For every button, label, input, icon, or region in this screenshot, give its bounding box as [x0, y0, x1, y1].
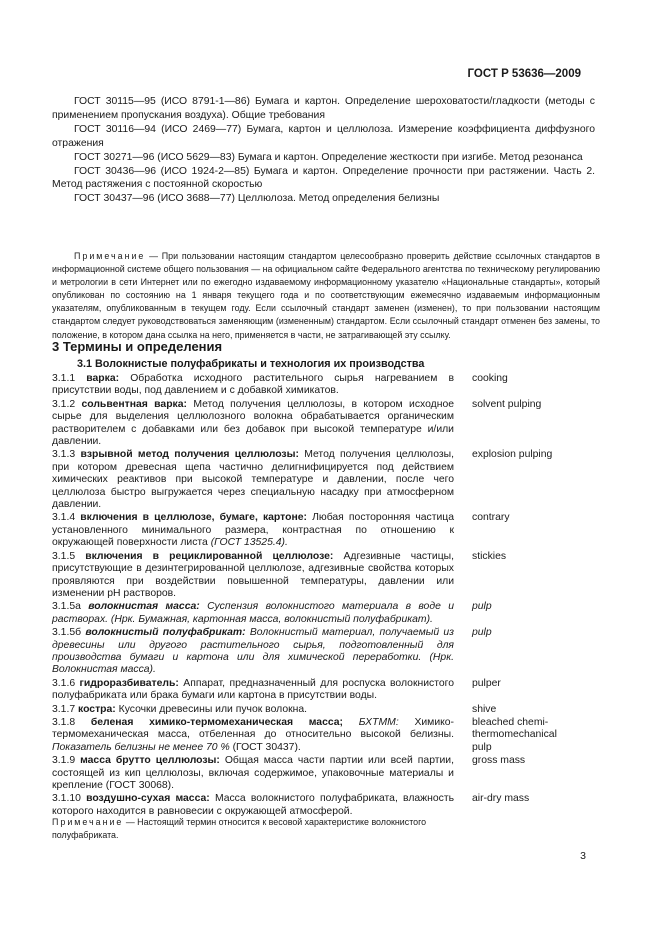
english-term: air-dry mass	[472, 793, 530, 805]
note-label: Примечание	[52, 817, 124, 827]
term-entry: 3.1.5 включения в рециклированной целлюлозе: Адгезивные частицы, присутствующие в дезинтегрированной целлюлозе, адгезивные свойства которых проявляются при воздействии повышенной температуры, давлении или изменении pH растворов. stickies	[52, 551, 627, 601]
document-header: ГОСТ Р 53636—2009	[467, 68, 581, 80]
english-term: pulper	[472, 677, 501, 689]
term-entry: 3.1.10 воздушно-сухая масса: Масса волокнистого полуфабриката, влажность которого находится в равновесии с окружающей атмосферой. air-dry mass	[52, 793, 627, 818]
reference-item: ГОСТ 30437—96 (ИСО 3688—77) Целлюлоза. Метод определения белизны	[74, 193, 440, 205]
english-term: pulp	[472, 601, 492, 613]
english-term: thermomechanical	[472, 729, 557, 741]
english-term: explosion pulping	[472, 449, 553, 461]
term-name: воздушно-сухая масса:	[86, 793, 210, 805]
term-name: масса брутто целлюлозы:	[80, 755, 220, 767]
note-label: Примечание	[74, 251, 146, 261]
term-entry: 3.1.5б волокнистый полуфабрикат: Волокнистый материал, получаемый из древесины или другого растительного сырья, подготовленный для производства бумаги и картона или для химической переработки. (Нрк. Волокнистая масса). pulp	[52, 627, 627, 677]
term-entry: 3.1.3 взрывной метод получения целлюлозы: Метод получения целлюлозы, при котором древесная щепа частично делигнифицируется под действием химических реактивов при высокой температуре и давлении, после чего целлюлоза быстро выгружается через специальную насадку при атмосферном давлении. explosion pulping	[52, 449, 627, 511]
english-term: shive	[472, 703, 497, 715]
note-text: — Настоящий термин относится к весовой характеристике волокнистого полуфабриката.	[52, 817, 427, 840]
term-entry: 3.1.6 гидроразбиватель: Аппарат, предназначенный для роспуска волокнистого полуфабриката или брака бумаги или картона в присутствии воды. pulper	[52, 678, 627, 703]
reference-item: ГОСТ 30116—94 (ИСО 2469—77) Бумага, картон и целлюлоза. Измерение коэффициента диффузного отражения	[52, 123, 595, 149]
english-term: stickies	[472, 550, 507, 562]
english-term: contrary	[472, 512, 510, 524]
english-term: cooking	[472, 373, 508, 384]
term-name: костра:	[78, 703, 116, 715]
reference-item: ГОСТ 30271—96 (ИСО 5629—83) Бумага и картон. Определение жесткости при изгибе. Метод резонанса	[74, 151, 583, 163]
terms-list	[52, 373, 627, 819]
term-name: включения в целлюлозе, бумаге, картоне:	[80, 512, 307, 524]
reference-item: ГОСТ 30115—95 (ИСО 8791-1—86) Бумага и картон. Определение шероховатости/гладкости (методы с применением пропускания воздуха). Общие требования	[52, 96, 595, 121]
term-entry: 3.1.1 варка: Обработка исходного растительного сырья нагреванием в присутствии воды, под давлением и с добавкой химикатов. cooking	[52, 373, 627, 398]
term-note	[52, 816, 472, 841]
references-list	[52, 95, 595, 206]
term-name: сольвентная варка:	[81, 398, 187, 410]
note-text: — При пользовании настоящим стандартом целесообразно проверить действие ссылочных стандартов в информационной системе общего пользования — на официальном сайте Федерального агентства по техническому регулированию и метрологии в сети Интернет или по ежегодно издаваемому информационному указателю «Национальные стандарты», который опубликован по состоянию на 1 января текущего года и по соответствующим ежемесячно издаваемым информационным указателям, опубликованным в текущем году. Если ссылочный стандарт заменен (изменен), то при пользовании настоящим стандартом следует руководствоваться заменяющим (измененным) стандартом. Если ссылочный стандарт отменен без замены, то положение, в котором дана ссылка на него, применяется в части, не затрагивающей эту ссылку.	[52, 251, 601, 340]
term-name: беленая химико-термомеханическая масса;	[90, 716, 344, 728]
term-name: волокнистая масса:	[88, 601, 200, 613]
term-entry: 3.1.4 включения в целлюлозе, бумаге, картоне: Любая посторонняя частица установленного минимального размера, контрастная по отношению к окружающей поверхности листа (ГОСТ 13525.4). contrary	[52, 512, 627, 549]
english-term: solvent pulping	[472, 398, 542, 410]
english-term: pulp	[472, 741, 492, 753]
english-term: gross mass	[472, 755, 526, 767]
note-block	[52, 250, 600, 342]
term-entry: 3.1.9 масса брутто целлюлозы: Общая масса части партии или всей партии, состоящей из кип целлюлозы, включая содержимое, упаковочные материалы и крепление (ГОСТ 30068). gross mass	[52, 755, 627, 792]
term-name: включения в рециклированной целлюлозе:	[85, 550, 334, 562]
english-term: bleached chemi-	[472, 716, 549, 728]
english-term: pulp	[472, 627, 492, 639]
term-name: волокнистый полуфабрикат:	[85, 627, 246, 639]
term-entry: 3.1.5а волокнистая масса: Суспензия волокнистого материала в воде и растворах. (Нрк. Бумажная, картонная масса, волокнистый полуфабрикат). pulp	[52, 601, 627, 626]
term-name: варка:	[86, 373, 120, 384]
section-title: 3 Термины и определения	[52, 339, 223, 354]
term-name: гидроразбиватель:	[79, 677, 179, 689]
term-entry: 3.1.8 беленая химико-термомеханическая масса; БХТММ: Химико-термомеханическая масса, отбеленная до относительно высокой белизны. Показатель белизны не менее 70 % (ГОСТ 30437). bleached chemi- thermomechanical pulp	[52, 717, 627, 754]
subsection-title: 3.1 Волокнистые полуфабрикаты и технология их производства	[77, 358, 425, 370]
term-name: взрывной метод получения целлюлозы:	[80, 449, 299, 461]
term-abbreviation: БХТММ:	[358, 716, 399, 728]
term-entry: 3.1.2 сольвентная варка: Метод получения целлюлозы, в котором исходное сырье для выделения целлюлозного волокна обрабатывается органическим растворителем с добавками или без добавок при высокой температуре и/или давлении. solvent pulping	[52, 399, 627, 449]
term-entry: 3.1.7 костра: Кусочки древесины или пучок волокна. shive	[52, 704, 627, 716]
reference-item: ГОСТ 30436—96 (ИСО 1924-2—85) Бумага и картон. Определение прочности при растяжении. Часть 2. Метод растяжения с постоянной скоростью	[52, 165, 595, 191]
page-number: 3	[580, 850, 586, 862]
